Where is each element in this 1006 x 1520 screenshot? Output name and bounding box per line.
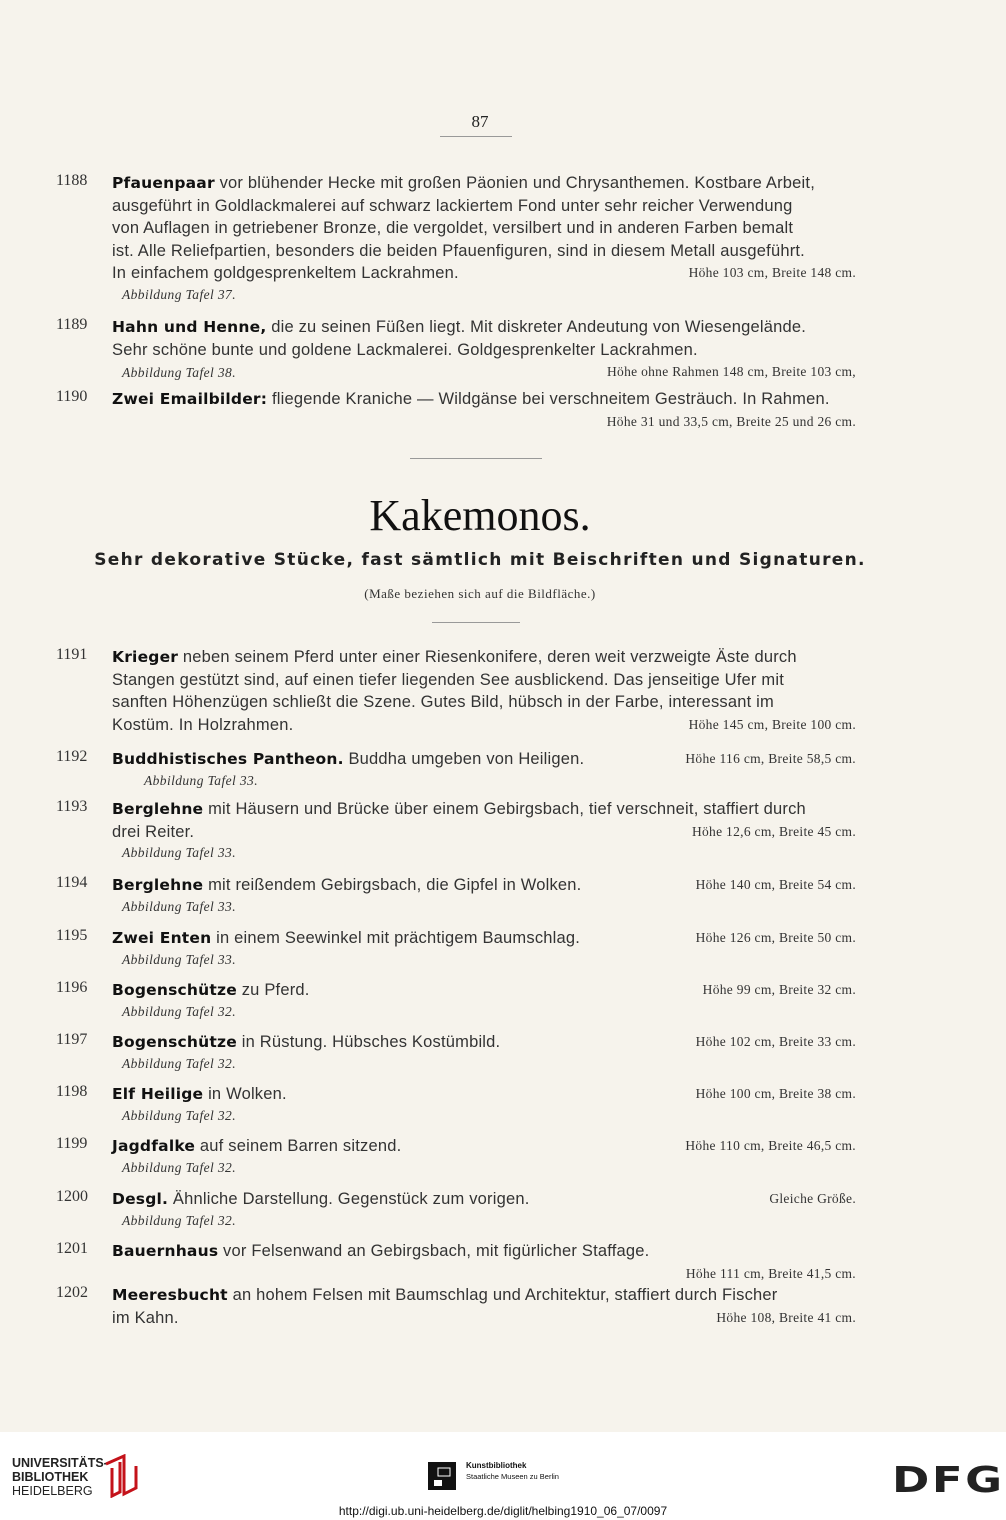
entry-text: Buddha umgeben von Heiligen. (343, 750, 585, 768)
entry-body (112, 1135, 906, 1177)
entry-text: die zu seinen Füßen liegt. Mit diskreter Andeutung von Wiesengelände. (266, 318, 806, 336)
entry-title: Desgl. (112, 1190, 169, 1208)
catalog-entry-1194 (56, 874, 906, 918)
catalog-entry-1200 (56, 1188, 906, 1232)
catalog-entry-1190 (56, 388, 906, 434)
entry-body (112, 172, 906, 304)
entry-dimensions: Höhe 100 cm, Breite 38 cm. (695, 1086, 856, 1101)
entry-text: In einfachem goldgesprenkeltem Lackrahmen. (112, 264, 459, 282)
entry-title: Pfauenpaar (112, 174, 215, 192)
illustration-reference: Abbildung Tafel 33. (122, 845, 236, 860)
catalog-entry-1198 (56, 1083, 906, 1127)
entry-body (112, 1240, 906, 1285)
catalog-entry-1196 (56, 979, 906, 1023)
entry-number: 1202 (56, 1284, 88, 1301)
entry-body (112, 927, 906, 969)
entry-title: Meeresbucht (112, 1286, 228, 1304)
section-note: (Maße beziehen sich auf die Bildfläche.) (364, 586, 596, 601)
entry-number: 1196 (56, 979, 88, 996)
entry-dimensions: Höhe 116 cm, Breite 58,5 cm. (685, 751, 856, 766)
entry-text: im Kahn. (112, 1308, 179, 1327)
entry-title: Berglehne (112, 800, 204, 818)
dfg-logo[interactable]: DFG (892, 1460, 1005, 1501)
catalog-entry-1199 (56, 1135, 906, 1179)
kunstbibliothek-text (466, 1460, 559, 1482)
catalog-entry-1193 (56, 798, 906, 864)
entry-title: Bogenschütze (112, 1033, 237, 1051)
entry-dimensions: Höhe 99 cm, Breite 32 cm. (702, 982, 856, 997)
entry-text: vor blühender Hecke mit großen Päonien und Chrysanthemen. Kostbare Arbeit, (214, 174, 815, 192)
catalog-entry-1201 (56, 1240, 906, 1284)
entry-dimensions: Höhe ohne Rahmen 148 cm, Breite 103 cm, (606, 364, 856, 379)
catalog-entry-1192 (56, 748, 906, 792)
permalink-url[interactable]: http://digi.ub.uni-heidelberg.de/diglit/helbing1910_06_07/0097 (338, 1504, 668, 1518)
entry-body (112, 798, 906, 862)
entry-dimensions: Höhe 12,6 cm, Breite 45 cm. (691, 823, 856, 839)
entry-text: in einem Seewinkel mit prächtigem Baumschlag. (211, 929, 581, 947)
entry-title: Elf Heilige (112, 1085, 204, 1103)
entry-text: an hohem Felsen mit Baumschlag und Architektur, staffiert durch Fischer (227, 1286, 778, 1304)
illustration-reference: Abbildung Tafel 32. (122, 1159, 236, 1175)
catalog-entry-1195 (56, 927, 906, 971)
entry-text: neben seinem Pferd unter einer Riesenkonifere, deren weit verzweigte Äste durch (178, 648, 797, 666)
entry-body (112, 1188, 906, 1230)
illustration-reference: Abbildung Tafel 33. (122, 898, 236, 914)
entry-body (112, 316, 906, 380)
page-number: 87 (471, 112, 489, 131)
illustration-reference: Abbildung Tafel 37. (122, 286, 236, 302)
entry-title: Hahn und Henne, (112, 318, 267, 336)
entry-number: 1193 (56, 798, 88, 815)
entry-text: mit reißendem Gebirgsbach, die Gipfel in Wolken. (203, 876, 582, 894)
entry-text: fliegende Kraniche — Wildgänse bei verschneitem Gesträuch. In Rahmen. (267, 390, 830, 408)
entry-dimensions: Gleiche Größe. (769, 1191, 856, 1206)
entry-text: sanften Höhenzügen schließt die Szene. Gutes Bild, hübsch in der Farbe, interessant im (112, 693, 774, 711)
entry-dimensions: Höhe 103 cm, Breite 148 cm. (688, 265, 856, 280)
entry-text: in Wolken. (203, 1085, 287, 1103)
entry-body (112, 874, 906, 916)
catalog-entry-1202 (56, 1284, 906, 1330)
entry-body (112, 979, 906, 1021)
illustration-reference: Abbildung Tafel 33. (122, 951, 236, 967)
catalog-entry-1197 (56, 1031, 906, 1075)
illustration-reference: Abbildung Tafel 33. (144, 772, 258, 788)
section-title: Kakemonos. (369, 491, 591, 540)
section-divider (410, 458, 542, 459)
entry-text: Ähnliche Darstellung. Gegenstück zum vorigen. (168, 1190, 530, 1208)
kb-subname: Staatliche Museen zu Berlin (466, 1472, 559, 1481)
section-subtitle: Sehr dekorative Stücke, fast sämtlich mit Beischriften und Signaturen. (94, 550, 866, 570)
entry-body (112, 1031, 906, 1073)
illustration-reference: Abbildung Tafel 32. (122, 1107, 236, 1123)
entry-body (112, 646, 906, 736)
uni-name-line: HEIDELBERG (12, 1484, 93, 1498)
entry-body (112, 1284, 906, 1329)
entry-number: 1189 (56, 316, 88, 333)
entry-title: Jagdfalke (112, 1137, 196, 1155)
page-number-rule (440, 136, 512, 137)
entry-number: 1201 (56, 1240, 88, 1257)
entry-title: Berglehne (112, 876, 204, 894)
entry-body (112, 1083, 906, 1125)
entry-text: mit Häusern und Brücke über einem Gebirgsbach, tief verschneit, staffiert durch (203, 800, 806, 818)
entry-number: 1199 (56, 1135, 88, 1152)
entry-title: Buddhistisches Pantheon. (112, 750, 344, 768)
entry-text: Stangen gestützt sind, auf einen tiefer liegenden See ausblickend. Das jenseitige Ufer mit (112, 670, 784, 689)
entry-number: 1195 (56, 927, 88, 944)
catalog-entry-1188 (56, 172, 906, 302)
entry-text: Sehr schöne bunte und goldene Lackmalerei. Goldgesprenkelter Lackrahmen. (112, 340, 698, 359)
entry-number: 1188 (56, 172, 88, 189)
entry-body (112, 388, 906, 433)
catalog-entry-1191 (56, 646, 906, 740)
catalog-entry-1189 (56, 316, 906, 386)
kunstbibliothek-logo-icon[interactable] (428, 1462, 456, 1490)
illustration-reference: Abbildung Tafel 32. (122, 1003, 236, 1019)
illustration-reference: Abbildung Tafel 32. (122, 1055, 236, 1071)
entry-dimensions: Höhe 31 und 33,5 cm, Breite 25 und 26 cm. (606, 413, 856, 429)
entry-dimensions: Höhe 126 cm, Breite 50 cm. (695, 930, 856, 945)
entry-dimensions: Höhe 110 cm, Breite 46,5 cm. (685, 1138, 856, 1153)
entry-number: 1198 (56, 1083, 88, 1100)
entry-text: auf seinem Barren sitzend. (195, 1137, 402, 1155)
illustration-reference: Abbildung Tafel 38. (122, 365, 236, 380)
entry-title: Bauernhaus (112, 1242, 219, 1260)
entry-text: von Auflagen in getriebener Bronze, die vergoldet, versilbert und in anderen Farben bemalt (112, 219, 794, 237)
entry-number: 1190 (56, 388, 88, 405)
viewer-footer (0, 1432, 1006, 1520)
entry-text: ist. Alle Reliefpartien, besonders die beiden Pfauenfiguren, sind in diesem Metall ausgeführt. (112, 241, 805, 260)
entry-title: Zwei Enten (112, 929, 212, 947)
entry-title: Bogenschütze (112, 981, 237, 999)
entry-dimensions: Höhe 102 cm, Breite 33 cm. (695, 1034, 856, 1049)
entry-title: Krieger (112, 648, 179, 666)
entry-number: 1200 (56, 1188, 88, 1205)
entry-number: 1194 (56, 874, 88, 891)
uni-name-line: BIBLIOTHEK (12, 1470, 89, 1484)
entry-dimensions: Höhe 108, Breite 41 cm. (716, 1309, 856, 1325)
entry-text: drei Reiter. (112, 822, 195, 841)
entry-number: 1197 (56, 1031, 88, 1048)
entry-number: 1191 (56, 646, 88, 663)
illustration-reference: Abbildung Tafel 32. (122, 1212, 236, 1228)
entry-dimensions: Höhe 111 cm, Breite 41,5 cm. (685, 1265, 856, 1281)
entry-number: 1192 (56, 748, 88, 765)
university-logo-icon[interactable] (102, 1454, 140, 1498)
entry-text: in Rüstung. Hübsches Kostümbild. (236, 1033, 501, 1051)
uni-name-line: UNIVERSITÄTS- (12, 1456, 108, 1470)
entry-text: Kostüm. In Holzrahmen. (112, 715, 294, 734)
university-library-logo-text[interactable] (12, 1456, 108, 1498)
entry-dimensions: Höhe 145 cm, Breite 100 cm. (688, 716, 856, 732)
entry-dimensions: Höhe 140 cm, Breite 54 cm. (695, 877, 856, 892)
entry-text: ausgeführt in Goldlackmalerei auf schwarz lackiertem Fond unter sehr reicher Verwendung (112, 196, 793, 215)
section-divider (432, 622, 520, 623)
entry-title: Zwei Emailbilder: (112, 390, 268, 408)
entry-text: zu Pferd. (236, 981, 310, 999)
entry-body (112, 748, 906, 790)
kb-name: Kunstbibliothek (466, 1461, 527, 1470)
entry-text: vor Felsenwand an Gebirgsbach, mit figürlicher Staffage. (218, 1242, 650, 1260)
